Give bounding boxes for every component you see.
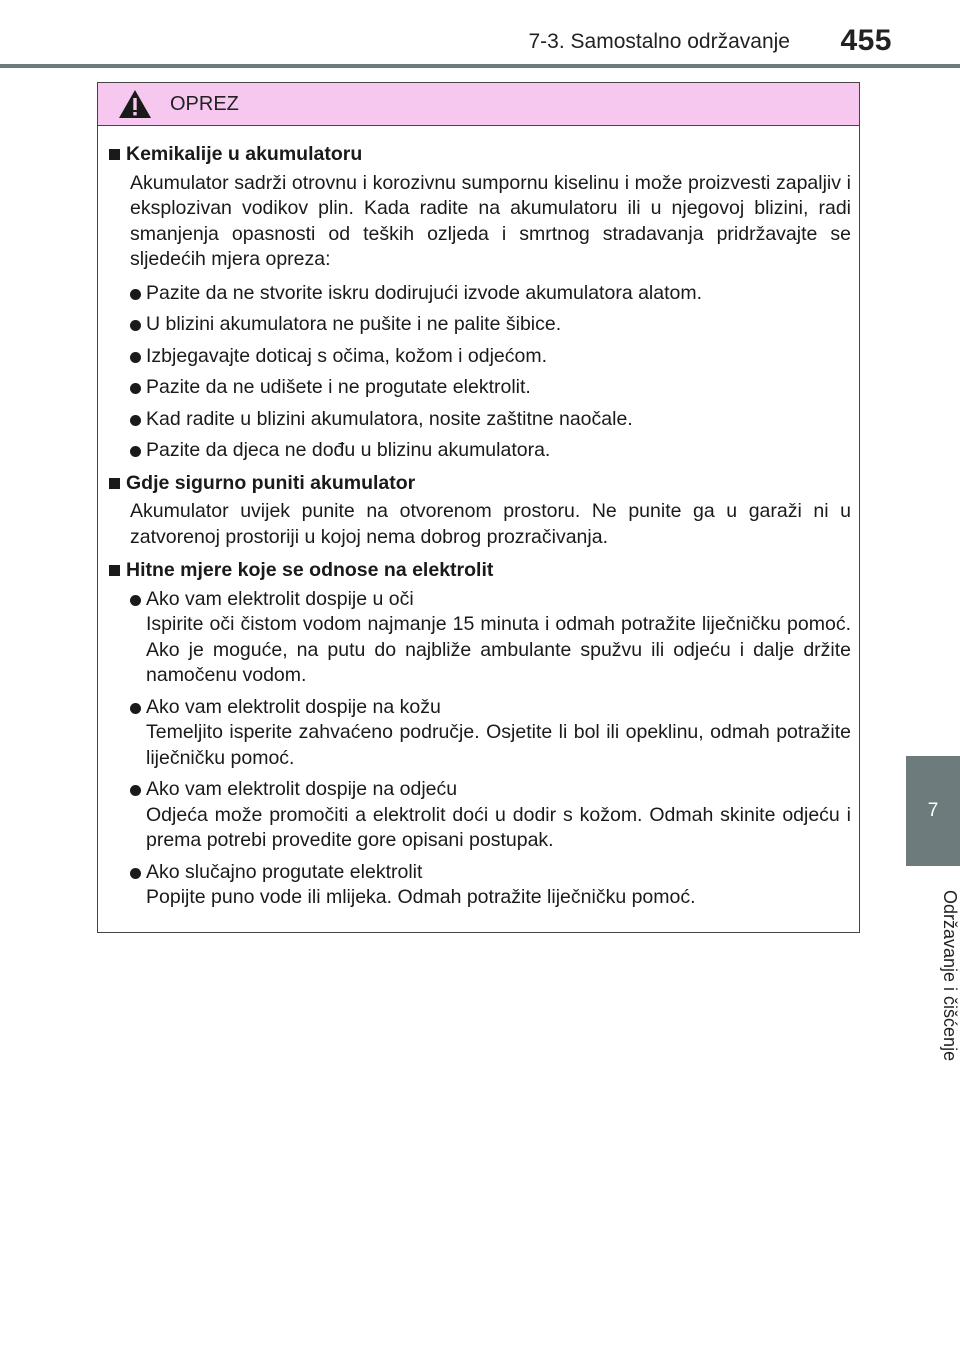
- section-heading-text: Hitne mjere koje se odnose na elektrolit: [126, 559, 494, 581]
- dot-bullet-icon: [130, 446, 141, 457]
- dot-bullet-icon: [130, 868, 141, 879]
- list-item-detail: Odjeća može promočiti a elektrolit doći u dodir s kožom. Odmah skinite odjeću i prema potrebi provedite gore opisani postupak.: [146, 803, 851, 851]
- section-heading: [106, 142, 851, 168]
- dot-bullet-icon: [130, 703, 141, 714]
- list-item: [130, 312, 851, 338]
- dot-bullet-icon: [130, 352, 141, 363]
- chapter-number: 7: [927, 800, 939, 821]
- dot-bullet-icon: [130, 595, 141, 606]
- emergency-list: [106, 587, 851, 911]
- list-item: [130, 438, 851, 464]
- list-item: [130, 281, 851, 307]
- precautions-list: [106, 281, 851, 464]
- list-item-title: Ako vam elektrolit dospije na kožu: [146, 695, 441, 718]
- caution-body: [98, 126, 859, 911]
- list-item-title: Ako vam elektrolit dospije u oči: [146, 587, 414, 610]
- list-item: [130, 375, 851, 401]
- square-bullet-icon: [109, 565, 120, 576]
- header-rule: [0, 64, 960, 68]
- section-heading: [106, 471, 851, 497]
- list-item-text: Pazite da ne udišete i ne progutate elektrolit.: [146, 376, 531, 398]
- section-battery-chemicals: [106, 142, 851, 464]
- list-item-title: Ako slučajno progutate elektrolit: [146, 860, 423, 883]
- dot-bullet-icon: [130, 383, 141, 394]
- list-item-detail: Temeljito isperite zahvaćeno područje. Osjetite li bol ili opeklinu, odmah potražite liječničku pomoć.: [146, 721, 851, 769]
- list-item-detail: Ispirite oči čistom vodom najmanje 15 minuta i odmah potražite liječničku pomoć. Ako je moguće, na putu do najbliže ambulante spužvu ili odjeću i dalje držite namočenu vodom.: [146, 613, 851, 686]
- caution-label: OPREZ: [170, 92, 239, 115]
- chapter-tab[interactable]: [906, 756, 960, 866]
- list-item-text: Pazite da djeca ne dođu u blizinu akumulatora.: [146, 439, 551, 461]
- page-number: 455: [840, 24, 892, 57]
- warning-triangle-icon: [118, 89, 152, 119]
- dot-bullet-icon: [130, 785, 141, 796]
- dot-bullet-icon: [130, 320, 141, 331]
- list-item-title: Ako vam elektrolit dospije na odjeću: [146, 778, 458, 800]
- dot-bullet-icon: [130, 289, 141, 300]
- dot-bullet-icon: [130, 415, 141, 426]
- list-item: [130, 344, 851, 370]
- caution-box: [97, 82, 860, 933]
- section-heading-text: Kemikalije u akumulatoru: [126, 143, 363, 165]
- list-item-text: Pazite da ne stvorite iskru dodirujući izvode akumulatora alatom.: [146, 281, 703, 304]
- square-bullet-icon: [109, 149, 120, 160]
- list-item-detail: Popijte puno vode ili mlijeka. Odmah potražite liječničku pomoć.: [146, 886, 696, 908]
- list-item: [130, 860, 851, 911]
- list-item: [130, 695, 851, 772]
- list-item: [130, 407, 851, 433]
- caution-header: [98, 83, 859, 126]
- section-text: Akumulator uvijek punite na otvorenom prostoru. Ne punite ga u garaži ni u zatvorenoj prostoriji u kojoj nema dobrog prozračivanja.: [130, 500, 851, 548]
- section-heading: [106, 558, 851, 584]
- section-electrolyte-emergency: [106, 558, 851, 911]
- list-item: [130, 777, 851, 854]
- list-item-text: Kad radite u blizini akumulatora, nosite zaštitne naočale.: [146, 407, 633, 430]
- list-item-text: U blizini akumulatora ne pušite i ne palite šibice.: [146, 313, 562, 335]
- square-bullet-icon: [109, 478, 120, 489]
- list-item-text: Izbjegavajte doticaj s očima, kožom i odjećom.: [146, 344, 548, 367]
- list-item: [130, 587, 851, 689]
- section-safe-charging: [106, 471, 851, 551]
- section-text: Akumulator sadrži otrovnu i korozivnu sumpornu kiselinu i može proizvesti zapaljiv i eksplozivan vodikov plin. Kada radite na akumulatoru ili u njegovoj blizini, radi smanjenja opasnosti od teških ozljeda i smrtnog stradavanja pridržavajte se sljedećih mjera opreza:: [130, 171, 851, 270]
- chapter-title: Održavanje i čišćenje: [940, 890, 960, 1062]
- section-title: 7-3. Samostalno održavanje: [528, 30, 790, 53]
- section-heading-text: Gdje sigurno puniti akumulator: [126, 471, 416, 494]
